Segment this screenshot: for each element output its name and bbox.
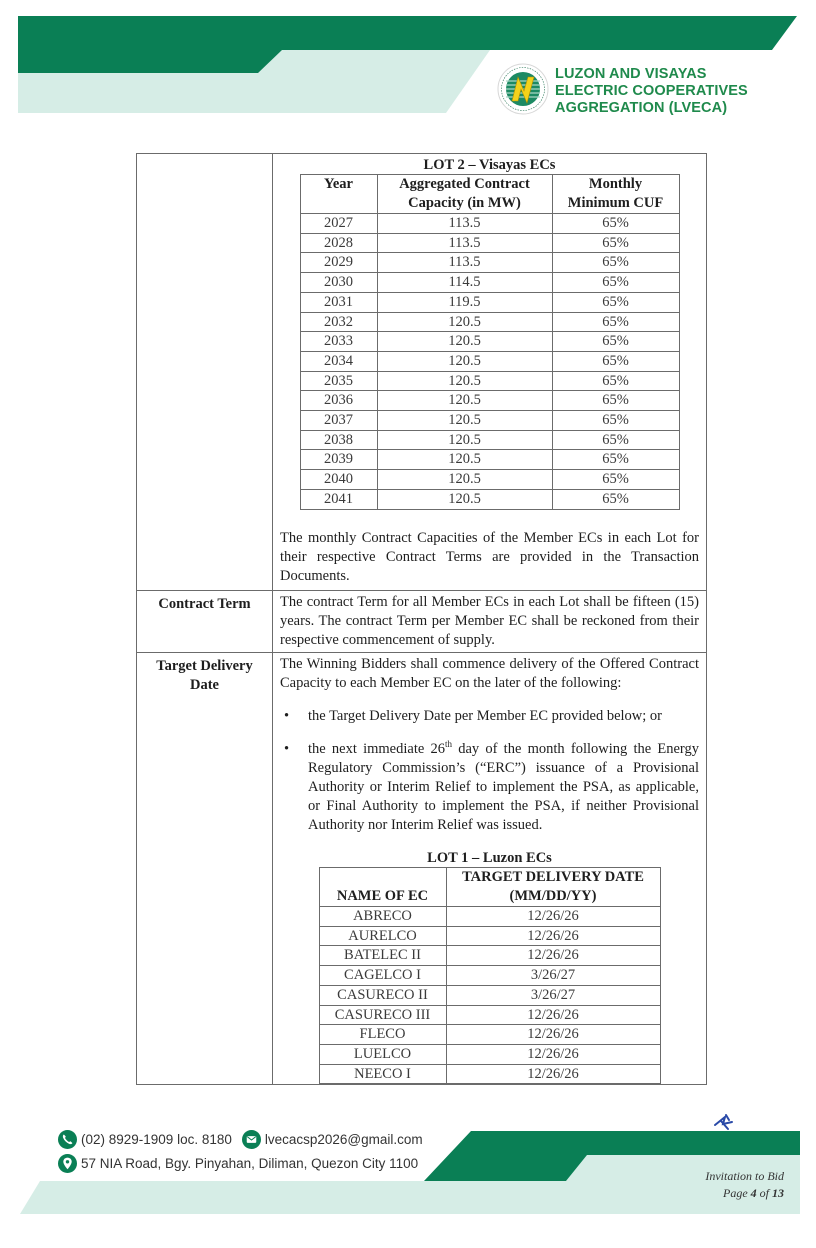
delivery-date-cell: 3/26/27 bbox=[446, 985, 660, 1005]
cuf-cell: 65% bbox=[552, 450, 679, 470]
col-header-capacity: Aggregated Contract Capacity (in MW) bbox=[377, 175, 552, 214]
table-row bbox=[300, 489, 679, 509]
year-cell: 2040 bbox=[300, 470, 377, 490]
table-row bbox=[300, 470, 679, 490]
lot1-title: LOT 1 – Luzon ECs bbox=[427, 850, 552, 866]
email-icon bbox=[242, 1130, 261, 1149]
capacity-cell: 113.5 bbox=[377, 214, 552, 234]
col-header-year: Year bbox=[300, 175, 377, 214]
table-row bbox=[300, 391, 679, 411]
org-name-line: LUZON AND VISAYAS bbox=[555, 66, 707, 82]
delivery-date-cell: 12/26/26 bbox=[446, 1025, 660, 1045]
table-row bbox=[319, 926, 660, 946]
location-pin-icon bbox=[58, 1154, 77, 1173]
ec-name-cell: AURELCO bbox=[319, 926, 446, 946]
ec-name-cell: FLECO bbox=[319, 1025, 446, 1045]
table-row bbox=[319, 907, 660, 927]
cuf-cell: 65% bbox=[552, 391, 679, 411]
lot1-header-row bbox=[319, 868, 660, 907]
cuf-cell: 65% bbox=[552, 312, 679, 332]
ec-name-cell: CAGELCO I bbox=[319, 966, 446, 986]
bullet-icon: • bbox=[284, 741, 290, 757]
capacity-cell: 113.5 bbox=[377, 233, 552, 253]
terms-row-capacity bbox=[137, 154, 707, 591]
year-cell: 2035 bbox=[300, 371, 377, 391]
delivery-date-cell: 12/26/26 bbox=[446, 1005, 660, 1025]
cuf-cell: 65% bbox=[552, 411, 679, 431]
ec-name-cell: BATELEC II bbox=[319, 946, 446, 966]
target-delivery-intro: The Winning Bidders shall commence delivery of the Offered Contract Capacity to each Member EC on the later of the following: bbox=[280, 656, 699, 691]
footer-contact-line-1 bbox=[58, 1130, 423, 1149]
year-cell: 2037 bbox=[300, 411, 377, 431]
table-row bbox=[300, 430, 679, 450]
page-footer-info bbox=[705, 1168, 784, 1202]
cuf-cell: 65% bbox=[552, 253, 679, 273]
cuf-cell: 65% bbox=[552, 214, 679, 234]
year-cell: 2029 bbox=[300, 253, 377, 273]
ec-name-cell: ABRECO bbox=[319, 907, 446, 927]
col-header-cuf: Monthly Minimum CUF bbox=[552, 175, 679, 214]
footer-phone: (02) 8929-1909 loc. 8180 bbox=[81, 1132, 232, 1147]
col-header-delivery-date: TARGET DELIVERY DATE (MM/DD/YY) bbox=[446, 868, 660, 907]
table-row bbox=[300, 273, 679, 293]
capacity-cell: 120.5 bbox=[377, 430, 552, 450]
lot2-table bbox=[300, 174, 680, 510]
table-row bbox=[300, 411, 679, 431]
table-row bbox=[319, 1025, 660, 1045]
table-row bbox=[319, 985, 660, 1005]
year-cell: 2041 bbox=[300, 489, 377, 509]
document-title: Invitation to Bid bbox=[705, 1169, 784, 1183]
capacity-cell: 113.5 bbox=[377, 253, 552, 273]
year-cell: 2027 bbox=[300, 214, 377, 234]
table-row bbox=[319, 966, 660, 986]
footer-address: 57 NIA Road, Bgy. Pinyahan, Diliman, Quezon City 1100 bbox=[81, 1156, 419, 1171]
cuf-cell: 65% bbox=[552, 371, 679, 391]
org-name-line: ELECTRIC COOPERATIVES bbox=[555, 83, 748, 99]
capacity-cell: 120.5 bbox=[377, 312, 552, 332]
capacity-cell: 120.5 bbox=[377, 371, 552, 391]
lot1-table bbox=[319, 867, 661, 1084]
list-item: • the next immediate 26th day of the month following the Energy Regulatory Commission’s (“ERC”) issuance of a Provisional Authority or Interim Relief to implement the PSA, as applicable, or Final Authority to implement the PSA, if neither Provisional Authority nor Interim Relief was issued. bbox=[284, 739, 699, 833]
footer-contact-line-2 bbox=[58, 1154, 418, 1173]
row-label-empty bbox=[137, 154, 273, 591]
row-content bbox=[273, 154, 707, 591]
cuf-cell: 65% bbox=[552, 273, 679, 293]
cuf-cell: 65% bbox=[552, 430, 679, 450]
capacity-cell: 120.5 bbox=[377, 351, 552, 371]
table-row bbox=[300, 450, 679, 470]
phone-icon bbox=[58, 1130, 77, 1149]
bullet-icon: • bbox=[284, 708, 290, 724]
row-label-contract-term: Contract Term bbox=[137, 591, 273, 653]
table-row bbox=[300, 332, 679, 352]
nea-logo-icon bbox=[497, 63, 549, 115]
year-cell: 2028 bbox=[300, 233, 377, 253]
ec-name-cell: NEECO I bbox=[319, 1064, 446, 1084]
capacity-cell: 120.5 bbox=[377, 391, 552, 411]
capacity-note: The monthly Contract Capacities of the Member ECs in each Lot for their respective Contract Terms are provided in the Transaction Documents. bbox=[280, 529, 699, 584]
organization-name bbox=[555, 66, 748, 117]
year-cell: 2034 bbox=[300, 351, 377, 371]
delivery-date-cell: 12/26/26 bbox=[446, 907, 660, 927]
table-row bbox=[319, 946, 660, 966]
capacity-cell: 120.5 bbox=[377, 489, 552, 509]
cuf-cell: 65% bbox=[552, 489, 679, 509]
terms-row-contract-term bbox=[137, 591, 707, 653]
table-row bbox=[300, 292, 679, 312]
row-content bbox=[273, 591, 707, 653]
capacity-cell: 120.5 bbox=[377, 470, 552, 490]
year-cell: 2033 bbox=[300, 332, 377, 352]
delivery-conditions-list bbox=[280, 707, 699, 835]
row-content bbox=[273, 653, 707, 1085]
table-row bbox=[300, 233, 679, 253]
table-row bbox=[319, 1064, 660, 1084]
year-cell: 2030 bbox=[300, 273, 377, 293]
ec-name-cell: CASURECO II bbox=[319, 985, 446, 1005]
table-row bbox=[300, 253, 679, 273]
list-item: • the Target Delivery Date per Member EC provided below; or bbox=[284, 708, 662, 724]
terms-table bbox=[136, 153, 707, 1085]
ec-name-cell: CASURECO III bbox=[319, 1005, 446, 1025]
table-row bbox=[319, 1005, 660, 1025]
year-cell: 2038 bbox=[300, 430, 377, 450]
page-number: Page 4 of 13 bbox=[723, 1186, 784, 1200]
org-name-line: AGGREGATION (LVECA) bbox=[555, 100, 728, 116]
capacity-cell: 120.5 bbox=[377, 411, 552, 431]
table-row bbox=[300, 214, 679, 234]
table-row bbox=[319, 1044, 660, 1064]
year-cell: 2031 bbox=[300, 292, 377, 312]
year-cell: 2032 bbox=[300, 312, 377, 332]
year-cell: 2036 bbox=[300, 391, 377, 411]
delivery-date-cell: 12/26/26 bbox=[446, 1044, 660, 1064]
cuf-cell: 65% bbox=[552, 470, 679, 490]
table-row bbox=[300, 312, 679, 332]
capacity-cell: 120.5 bbox=[377, 450, 552, 470]
cuf-cell: 65% bbox=[552, 292, 679, 312]
delivery-date-cell: 12/26/26 bbox=[446, 1064, 660, 1084]
delivery-date-cell: 3/26/27 bbox=[446, 966, 660, 986]
cuf-cell: 65% bbox=[552, 332, 679, 352]
delivery-date-cell: 12/26/26 bbox=[446, 946, 660, 966]
terms-row-target-delivery bbox=[137, 653, 707, 1085]
table-row bbox=[300, 371, 679, 391]
row-label-target-delivery: Target Delivery Date bbox=[137, 653, 273, 1085]
capacity-cell: 114.5 bbox=[377, 273, 552, 293]
table-row bbox=[300, 351, 679, 371]
year-cell: 2039 bbox=[300, 450, 377, 470]
footer-email[interactable]: lvecacsp2026@gmail.com bbox=[264, 1132, 423, 1147]
lot2-header-row bbox=[300, 175, 679, 214]
capacity-cell: 119.5 bbox=[377, 292, 552, 312]
cuf-cell: 65% bbox=[552, 233, 679, 253]
ec-name-cell: LUELCO bbox=[319, 1044, 446, 1064]
capacity-cell: 120.5 bbox=[377, 332, 552, 352]
contract-term-text: The contract Term for all Member ECs in each Lot shall be fifteen (15) years. The contract Term per Member EC shall be reckoned from their respective commencement of supply. bbox=[280, 594, 699, 648]
col-header-ec-name: NAME OF EC bbox=[319, 868, 446, 907]
cuf-cell: 65% bbox=[552, 351, 679, 371]
delivery-date-cell: 12/26/26 bbox=[446, 926, 660, 946]
lot2-title: LOT 2 – Visayas ECs bbox=[423, 157, 556, 173]
